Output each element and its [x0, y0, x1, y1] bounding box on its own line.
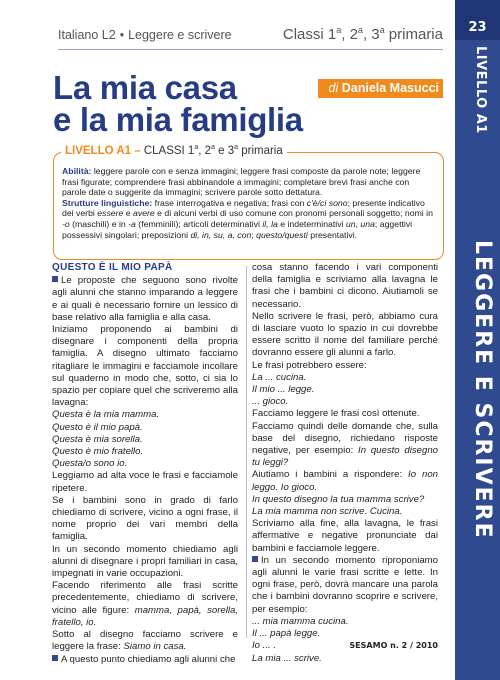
header-classes [283, 25, 443, 43]
paragraph [52, 580, 238, 629]
paragraph-text: Facendo riferimento alle frasi scritte precedentemente, chiediamo di scrivere, vicino alle figure: [52, 580, 238, 616]
page-footer: SESAMO n. 2 / 2010 [349, 641, 438, 650]
header-topic: Leggere e scrivere [128, 28, 232, 42]
strutture-term: avere [133, 208, 155, 219]
strutture-text: e [123, 208, 134, 219]
objectives-heading [61, 144, 287, 157]
header-sup: a [336, 25, 342, 35]
strutture-paragraph [62, 198, 434, 240]
example-sentence: La ... cucina. [252, 371, 307, 383]
example-sentence: Il ... papà legge. [252, 628, 321, 640]
header-bullet: • [119, 28, 125, 42]
paragraph: In un secondo momento chiediamo agli alunni di disegnare i propri familiari in casa, impegnati in varie occupazioni. [52, 543, 238, 580]
paragraph: Le frasi potrebbero essere: [252, 359, 367, 371]
header-sup: a [357, 25, 363, 35]
example-sentence: Io ... . [252, 640, 276, 652]
strutture-text: (maschili) e in [69, 218, 129, 229]
section-heading: QUESTO È IL MIO PAPÀ [52, 262, 173, 273]
sidebar-level-label: LIVELLO A1 [473, 46, 488, 134]
example-sentence: La mia mamma non scrive. Cucina. [252, 506, 403, 518]
paragraph [252, 555, 438, 616]
header-classes-text: Classi 1 [282, 26, 337, 43]
example-sentence: ... gioco. [252, 396, 289, 408]
square-bullet-icon [252, 556, 258, 562]
paragraph-italic: Io non leggo. Io gioco. [252, 469, 438, 493]
paragraph: Nello scrivere le frasi, però, abbiamo cura di lasciare vuoto lo spazio in cui dovrebbe essere scritto il nome del familiare perché dovranno essere gli alunni a farlo. [252, 310, 438, 359]
paragraph [252, 421, 438, 470]
author-prefix: di [328, 81, 339, 95]
example-sentence: In questo disegno la tua mamma scrive? [252, 493, 425, 505]
objectives-classes: CLASSI 1 [140, 144, 195, 157]
header-subject: Italiano L2 [58, 28, 116, 42]
strutture-text: ; presente indicativo dei verbi [62, 197, 425, 219]
paragraph-italic: mamma, papà, sorella, fratello, io. [52, 604, 238, 628]
header-classes-text: , 2 [341, 26, 358, 43]
paragraph-text: Facciamo quindi delle domande che, sulla base del disegno, richiedano risposte negative, per esempio: [252, 420, 438, 457]
square-bullet-icon [52, 276, 58, 282]
example-sentence: Questa/o sono io. [52, 458, 128, 470]
paragraph: Iniziamo proponendo ai bambini di disegnare i componenti della propria famiglia. A disegno ultimato facciamo ritagliare le immagini e facciamole incollare sul quaderno in modo che, sotto, ci sia lo spazio per copiare quel che scriveremo alla lavagna: [52, 324, 238, 409]
header-left [58, 28, 232, 42]
paragraph [52, 654, 238, 666]
strutture-term: essere [97, 208, 124, 219]
strutture-text: ; [251, 229, 257, 240]
author-banner [318, 79, 443, 98]
paragraph: Leggiamo ad alta voce le frasi e facciamole ripetere. [52, 470, 238, 494]
paragraph: Facciamo leggere le frasi così ottenute. [252, 408, 420, 420]
strutture-text: (femminili); articoli determinativi [135, 218, 263, 229]
abilita-paragraph [62, 166, 434, 198]
paragraph-text: Le proposte che seguono sono rivolte agli alunni che stanno imparando a leggere e ai quali è necessario fornire un lessico di base relativo alla famiglia e alla casa. [52, 275, 238, 323]
paragraph [52, 629, 238, 653]
strutture-term: questo/questi [256, 229, 308, 240]
paragraph [252, 469, 438, 493]
author-name: Daniela Masucci [341, 81, 439, 95]
header-sup: a [379, 25, 385, 35]
running-header [58, 25, 443, 45]
sidebar-section-label: LEGGERE E SCRIVERE [470, 240, 495, 540]
strutture-text: e indeterminativi [277, 218, 346, 229]
text-column-right [252, 262, 438, 665]
strutture-term: c'è/ci sono [306, 197, 348, 208]
header-classes-text: , 3 [362, 26, 380, 43]
objectives-body [62, 166, 434, 240]
strutture-term: il, la [262, 218, 278, 229]
objectives-sup: a [194, 144, 199, 151]
example-sentence: Questo è il mio papà. [52, 421, 143, 433]
paragraph-italic: In questo disegno tu leggi? [252, 445, 438, 469]
strutture-term: di, in, su, a, con [190, 229, 252, 240]
objectives-sup: a [234, 144, 239, 151]
paragraph-text: A questo punto chiediamo agli alunni che [61, 653, 236, 665]
title-line-2: e la mia famiglia [53, 101, 303, 138]
objectives-classes: , 2 [198, 144, 212, 157]
abilita-label: Abilità: [62, 166, 92, 176]
paragraph-italic: Siamo in casa. [123, 641, 187, 653]
paragraph-text: In un secondo momento riproponiamo agli alunni le varie frasi scritte e lette. In ogni frase, però, dovrà mancare una parola che i bambini dovranno scoprire e scrivere, per esempio: [252, 554, 438, 615]
objectives-level: LIVELLO A1 – [65, 144, 141, 157]
strutture-text: frase interrogativa e negativa; frasi con [152, 197, 307, 208]
column-divider [246, 266, 247, 638]
strutture-text: e di alcuni verbi di uso comune con pronomi personali soggetto; nomi in [154, 208, 433, 219]
strutture-text: presentativi. [307, 229, 358, 240]
abilita-text: leggere parole con e senza immagini; leggere frasi composte da parole note; leggere frasi figurate; comprendere frasi abbinandole a immagini; completare brevi frasi anche con parole date o suggerite da immagini; scrivere parole sotto dettatura. [62, 166, 421, 198]
text-column-left [52, 262, 238, 666]
example-sentence: Questo è mio fratello. [52, 446, 144, 458]
strutture-term: un, una [345, 218, 375, 229]
header-rule [58, 49, 443, 50]
example-sentence: Questa è mia sorella. [52, 433, 143, 445]
square-bullet-icon [52, 655, 58, 661]
objectives-sup: a [211, 144, 215, 151]
objectives-classes: primaria [238, 144, 283, 157]
example-sentence: La mia ... scrive. [252, 652, 322, 664]
strutture-term: -a [128, 218, 136, 229]
page-number: 23 [468, 20, 487, 35]
section-sidebar [455, 0, 500, 680]
paragraph: Se i bambini sono in grado di farlo chiediamo di scrivere, vicino a ogni frase, il nome proprio dei vari membri della famiglia. [52, 494, 238, 543]
paragraph-text: Sotto al disegno facciamo scrivere e leggere la frase: [52, 629, 238, 653]
paragraph-text: Aiutiamo i bambini a rispondere: [252, 469, 409, 481]
strutture-label: Strutture linguistiche: [62, 197, 153, 208]
paragraph [52, 275, 238, 324]
objectives-box [53, 144, 444, 260]
paragraph: Scriviamo alla fine, alla lavagna, le frasi affermative e negative pronunciate dai bambini e facciamole leggere. [252, 518, 438, 554]
paragraph: cosa stanno facendo i vari componenti della famiglia e scriviamo alla lavagna le frasi che i bambini ci dicono. Aiutiamoli se necessario. [252, 262, 438, 310]
strutture-term: -o [62, 218, 70, 229]
example-sentence: ... mia mamma cucina. [252, 615, 349, 627]
article-title [53, 69, 303, 138]
example-sentence: Questa è la mia mamma. [52, 409, 160, 421]
objectives-classes: e 3 [214, 144, 235, 157]
example-sentence: Il mio ... legge. [252, 384, 315, 396]
header-classes-text: primaria [384, 26, 443, 43]
title-line-1: La mia casa [53, 69, 237, 106]
strutture-text: ; aggettivi possessivi singolari; preposizioni [62, 218, 413, 240]
